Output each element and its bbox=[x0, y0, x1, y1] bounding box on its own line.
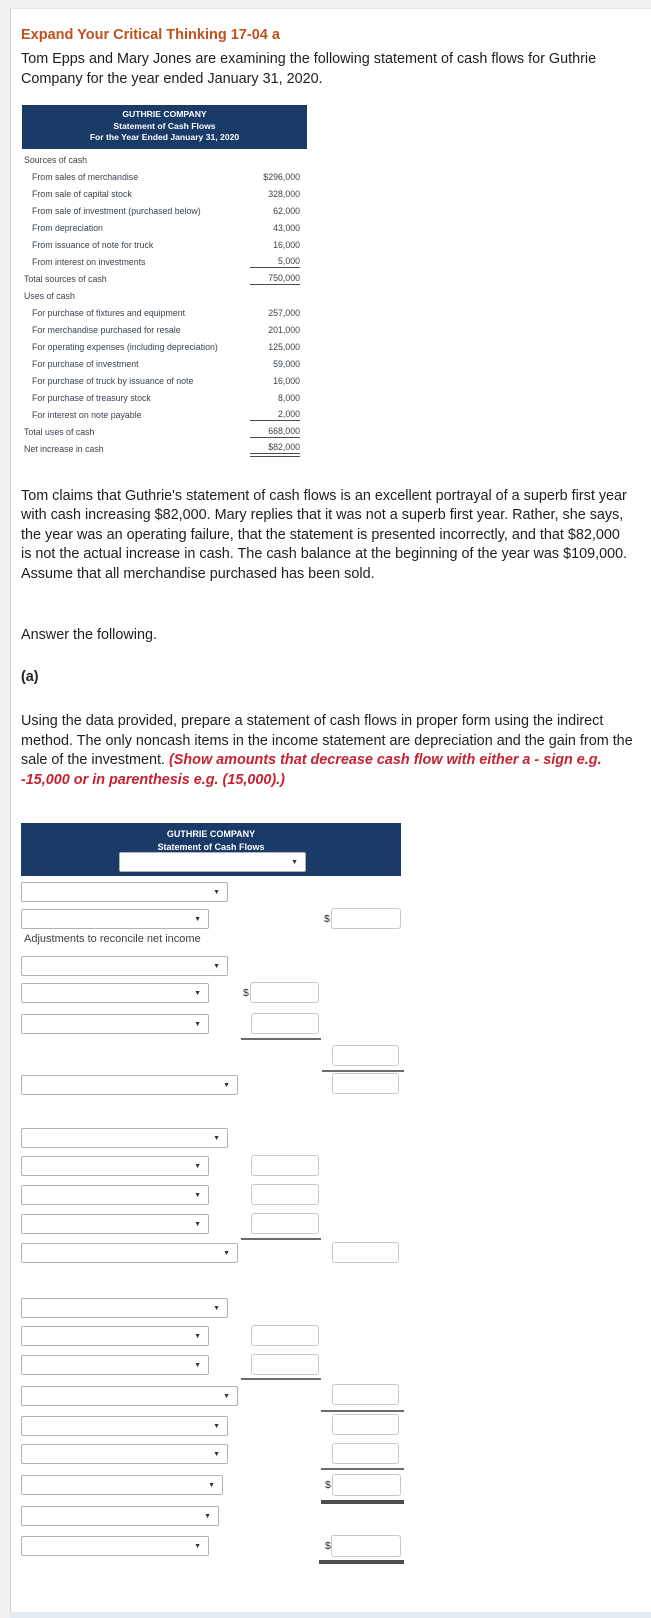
currency-symbol: $ bbox=[243, 987, 249, 999]
account-select[interactable] bbox=[21, 1185, 209, 1205]
chevron-down-icon: ▼ bbox=[194, 990, 201, 997]
chevron-down-icon: ▼ bbox=[194, 1021, 201, 1028]
account-select[interactable] bbox=[21, 1416, 228, 1436]
table-row: From sale of investment (purchased below) 62,000 bbox=[32, 205, 300, 216]
chevron-down-icon: ▼ bbox=[223, 1250, 230, 1257]
table-row: For purchase of investment 59,000 bbox=[32, 358, 300, 369]
content-card bbox=[10, 8, 651, 1612]
chevron-down-icon: ▼ bbox=[194, 1221, 201, 1228]
amount-input[interactable] bbox=[331, 908, 401, 929]
chevron-down-icon: ▼ bbox=[213, 1135, 220, 1142]
discussion-text: Tom claims that Guthrie's statement of cash flows is an excellent portrayal of a superb first year with cash increasing $82,000. Mary replies that it was not a superb first year. Rather, she says, the year was an operating failure, that the statement is presented incorrectly, and that $82,000 is not the actual increase in cash. The cash balance at the beginning of the year was $109,000. Assume that all merchandise purchased has been sold. bbox=[21, 487, 628, 582]
table-row: Uses of cash bbox=[24, 291, 75, 301]
amount-input[interactable] bbox=[332, 1443, 399, 1464]
table-row: For purchase of truck by issuance of note 16,000 bbox=[32, 375, 300, 386]
account-select[interactable] bbox=[21, 1214, 209, 1234]
table-row: For purchase of treasury stock 8,000 bbox=[32, 392, 300, 403]
table-row: For purchase of fixtures and equipment 257,000 bbox=[32, 307, 300, 318]
table-row: For interest on note payable 2,000 bbox=[32, 409, 300, 420]
page-bottom-strip bbox=[10, 1612, 651, 1618]
table-row: Total uses of cash 668,000 bbox=[24, 426, 300, 437]
chevron-down-icon: ▼ bbox=[194, 1543, 201, 1550]
table-row: From sale of capital stock 328,000 bbox=[32, 188, 300, 199]
table-row: For operating expenses (including depreciation) 125,000 bbox=[32, 341, 300, 352]
currency-symbol: $ bbox=[325, 1479, 331, 1491]
account-select[interactable] bbox=[21, 1326, 209, 1346]
chevron-down-icon: ▼ bbox=[291, 859, 298, 866]
amount-input[interactable] bbox=[251, 1213, 319, 1234]
form-title: Statement of Cash Flows bbox=[157, 842, 265, 852]
account-select[interactable] bbox=[21, 1536, 209, 1556]
chevron-down-icon: ▼ bbox=[213, 1305, 220, 1312]
account-select[interactable] bbox=[21, 1156, 209, 1176]
total-rule bbox=[319, 1560, 404, 1564]
form-company: GUTHRIE COMPANY bbox=[166, 829, 256, 839]
instructions-warning: (Show amounts that decrease cash flow with either a - sign e.g. -15,000 or in parenthesis e.g. (15,000).) bbox=[21, 752, 602, 788]
amount-input[interactable] bbox=[251, 1325, 319, 1346]
account-select[interactable] bbox=[21, 1444, 228, 1464]
answer-form bbox=[21, 823, 635, 1571]
subtotal-rule bbox=[321, 1410, 404, 1412]
instructions-normal: Using the data provided, prepare a statement of cash flows in proper form using the indirect method. The only noncash items in the income statement are depreciation and the gain from the sale of the investment. bbox=[21, 713, 633, 768]
account-select[interactable] bbox=[21, 909, 209, 929]
account-select[interactable] bbox=[21, 1243, 238, 1263]
table-row: From interest on investments 5,000 bbox=[32, 256, 300, 267]
account-select[interactable] bbox=[21, 1386, 238, 1406]
section-select[interactable] bbox=[21, 882, 228, 902]
chevron-down-icon: ▼ bbox=[213, 889, 220, 896]
currency-symbol: $ bbox=[325, 1540, 331, 1552]
subtotal-rule bbox=[322, 1070, 404, 1072]
account-select[interactable] bbox=[21, 1355, 209, 1375]
account-select[interactable] bbox=[21, 956, 228, 976]
amount-input[interactable] bbox=[251, 1354, 319, 1375]
total-rule bbox=[321, 1500, 404, 1504]
part-a-label: (a) bbox=[21, 668, 39, 685]
chevron-down-icon: ▼ bbox=[204, 1513, 211, 1520]
subtotal-rule bbox=[241, 1038, 321, 1040]
adjustments-label: Adjustments to reconcile net income bbox=[24, 933, 201, 945]
table-row: From issuance of note for truck 16,000 bbox=[32, 239, 300, 250]
total-input[interactable] bbox=[331, 1535, 401, 1557]
chevron-down-icon: ▼ bbox=[213, 1451, 220, 1458]
statement-period: For the Year Ended January 31, 2020 bbox=[89, 132, 240, 142]
account-select[interactable] bbox=[21, 1475, 223, 1495]
total-input[interactable] bbox=[332, 1474, 401, 1496]
amount-input[interactable] bbox=[250, 982, 319, 1003]
intro-text: Tom Epps and Mary Jones are examining the following statement of cash flows for Guthrie Company for the year ended January 31, 2020. bbox=[21, 51, 597, 87]
statement-body bbox=[22, 149, 307, 458]
chevron-down-icon: ▼ bbox=[223, 1082, 230, 1089]
account-select[interactable] bbox=[21, 983, 209, 1003]
account-select[interactable] bbox=[21, 1014, 209, 1034]
amount-input[interactable] bbox=[332, 1414, 399, 1435]
account-select[interactable] bbox=[21, 1506, 219, 1526]
chevron-down-icon: ▼ bbox=[194, 1333, 201, 1340]
table-row: Sources of cash bbox=[24, 155, 88, 165]
subtotal-input[interactable] bbox=[332, 1242, 399, 1263]
chevron-down-icon: ▼ bbox=[208, 1482, 215, 1489]
chevron-down-icon: ▼ bbox=[194, 1362, 201, 1369]
amount-input[interactable] bbox=[332, 1073, 399, 1094]
chevron-down-icon: ▼ bbox=[223, 1393, 230, 1400]
table-row: From depreciation 43,000 bbox=[32, 222, 300, 233]
subtotal-input[interactable] bbox=[332, 1384, 399, 1405]
page-title: Expand Your Critical Thinking 17-04 a bbox=[21, 27, 280, 43]
statement-company: GUTHRIE COMPANY bbox=[122, 109, 207, 119]
amount-input[interactable] bbox=[251, 1184, 319, 1205]
statement-period-select[interactable] bbox=[119, 852, 306, 872]
table-row: For merchandise purchased for resale 201,000 bbox=[32, 324, 300, 335]
table-row: From sales of merchandise $296,000 bbox=[32, 171, 300, 182]
table-row: Total sources of cash 750,000 bbox=[24, 273, 300, 284]
section-select[interactable] bbox=[21, 1128, 228, 1148]
section-select[interactable] bbox=[21, 1298, 228, 1318]
subtotal-rule bbox=[241, 1378, 321, 1380]
subtotal-rule bbox=[321, 1468, 404, 1470]
account-select[interactable] bbox=[21, 1075, 238, 1095]
chevron-down-icon: ▼ bbox=[213, 1423, 220, 1430]
chevron-down-icon: ▼ bbox=[194, 916, 201, 923]
answer-prompt: Answer the following. bbox=[21, 627, 157, 643]
currency-symbol: $ bbox=[324, 913, 330, 925]
cash-flow-statement-table bbox=[22, 105, 307, 458]
amount-input[interactable] bbox=[251, 1155, 319, 1176]
table-row: Net increase in cash $82,000 bbox=[22, 441, 307, 458]
subtotal-rule bbox=[241, 1238, 321, 1240]
chevron-down-icon: ▼ bbox=[194, 1192, 201, 1199]
subtotal-input[interactable] bbox=[332, 1045, 399, 1066]
chevron-down-icon: ▼ bbox=[213, 963, 220, 970]
amount-input[interactable] bbox=[251, 1013, 319, 1034]
statement-title: Statement of Cash Flows bbox=[113, 120, 216, 131]
instructions-text bbox=[21, 712, 634, 790]
statement-header bbox=[22, 105, 307, 149]
chevron-down-icon: ▼ bbox=[194, 1163, 201, 1170]
